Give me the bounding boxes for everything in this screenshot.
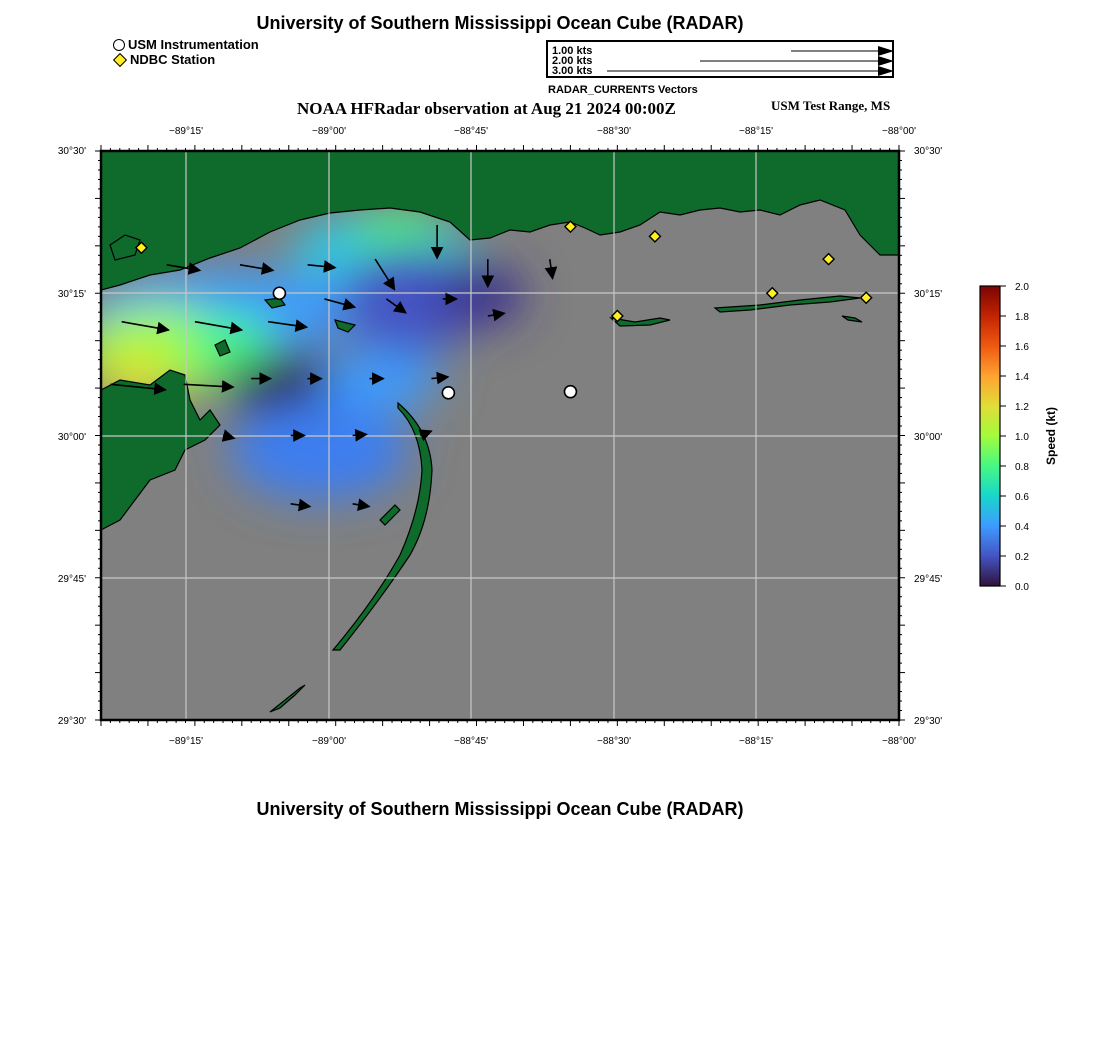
colorbar-tick-labels [1015, 282, 1029, 593]
lon-tick-label: −88°15' [739, 736, 773, 747]
cbar-tick-label: 0.8 [1015, 462, 1029, 473]
lon-tick-label: −88°15' [739, 126, 773, 137]
usm-instrument-marker [273, 287, 285, 299]
lat-tick-label: 30°15' [914, 289, 943, 300]
lon-tick-label: −88°00' [882, 736, 916, 747]
lat-tick-label: 30°00' [57, 432, 86, 443]
lat-tick-label: 29°30' [57, 716, 86, 727]
lon-tick-label: −88°30' [597, 736, 631, 747]
scale-label-1: 1.00 kts [552, 45, 593, 57]
colorbar-ticks [1000, 286, 1006, 586]
lat-tick-label: 30°30' [57, 146, 86, 157]
range-label: USM Test Range, MS [771, 98, 891, 113]
lon-labels-bottom [169, 736, 916, 747]
lon-tick-label: −88°00' [882, 126, 916, 137]
colorbar-label: Speed (kt) [1044, 406, 1058, 466]
map-area [80, 151, 899, 720]
usm-instrument-marker [442, 387, 454, 399]
lat-labels-right [914, 146, 942, 727]
lat-tick-label: 30°15' [57, 289, 86, 300]
cbar-tick-label: 0.6 [1015, 492, 1029, 503]
current-vector-arrow [353, 434, 367, 435]
colorbar [980, 282, 1058, 593]
lat-labels-left [58, 146, 86, 727]
cbar-tick-label: 1.4 [1015, 372, 1029, 383]
cbar-tick-label: 0.0 [1015, 582, 1029, 593]
cbar-tick-label: 0.2 [1015, 552, 1029, 563]
legend-usm-label: USM Instrumentation [128, 37, 259, 52]
lat-tick-label: 30°30' [914, 146, 943, 157]
cbar-tick-label: 2.0 [1015, 282, 1029, 293]
cbar-tick-label: 0.4 [1015, 522, 1029, 533]
cbar-tick-label: 1.8 [1015, 312, 1029, 323]
lon-tick-label: −89°00' [312, 736, 346, 747]
lat-tick-label: 29°45' [57, 574, 86, 585]
lon-tick-label: −88°30' [597, 126, 631, 137]
map-subtitle: NOAA HFRadar observation at Aug 21 2024 00:00Z [297, 99, 676, 118]
lon-tick-label: −89°15' [169, 126, 203, 137]
lat-tick-label: 29°45' [914, 574, 943, 585]
bottom-title: University of Southern Mississippi Ocean Cube (RADAR) [256, 799, 744, 819]
lon-tick-label: −88°45' [454, 126, 488, 137]
lon-labels-top [169, 126, 916, 137]
legend-ndbc-label: NDBC Station [130, 52, 216, 67]
lat-tick-label: 29°30' [914, 716, 943, 727]
scale-label-3: 3.00 kts [552, 65, 593, 77]
lon-tick-label: −89°15' [169, 736, 203, 747]
lon-tick-label: −88°45' [454, 736, 488, 747]
cbar-tick-label: 1.2 [1015, 402, 1029, 413]
vectors-caption: RADAR_CURRENTS Vectors [548, 84, 698, 96]
colorbar-gradient [980, 286, 1000, 586]
cbar-tick-label: 1.0 [1015, 432, 1029, 443]
chart-title: University of Southern Mississippi Ocean Cube (RADAR) [256, 13, 744, 33]
lat-tick-label: 30°00' [914, 432, 943, 443]
lon-tick-label: −89°00' [312, 126, 346, 137]
cbar-tick-label: 1.6 [1015, 342, 1029, 353]
scale-label-2: 2.00 kts [552, 55, 593, 67]
usm-instrument-marker [564, 386, 576, 398]
